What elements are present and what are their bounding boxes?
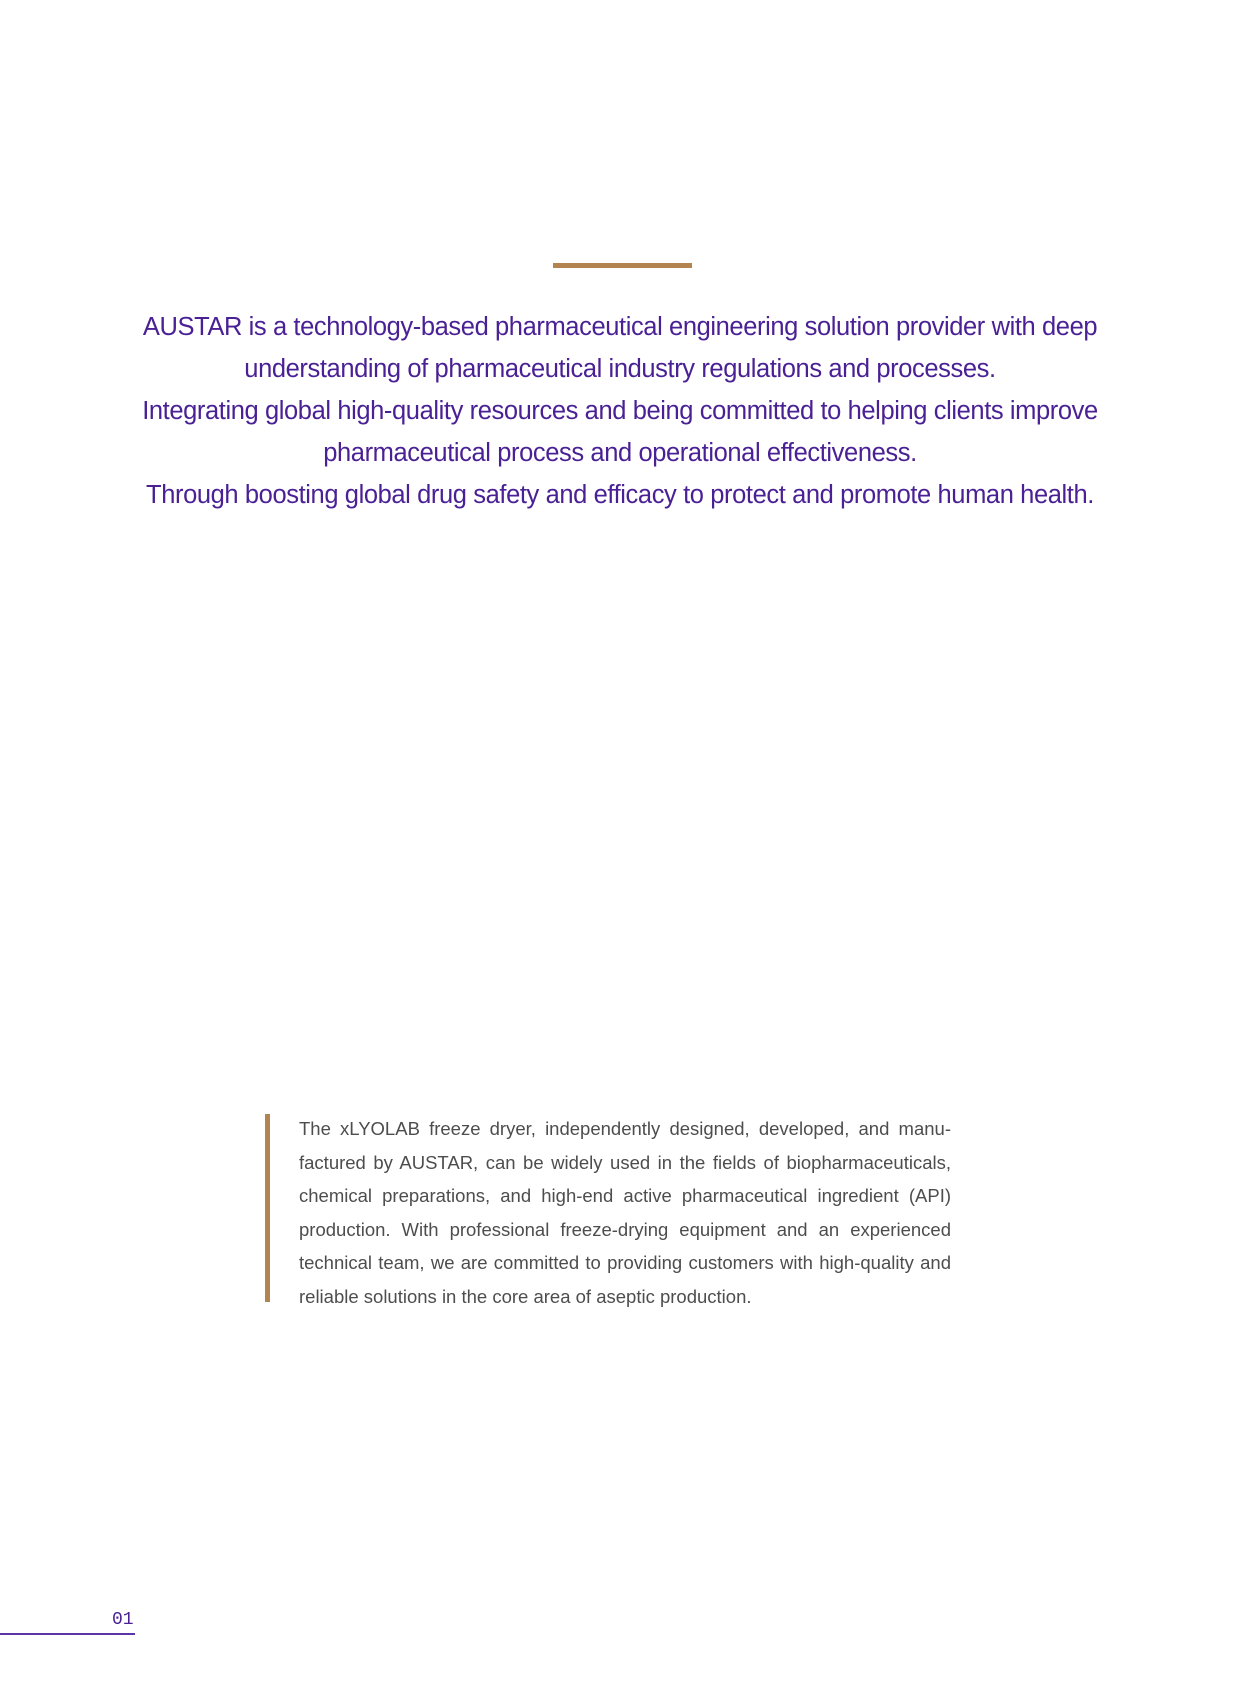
mission-statement bbox=[110, 306, 1130, 516]
mission-line: pharmaceutical process and operational effectiveness. bbox=[323, 439, 917, 467]
mission-line: Integrating global high-quality resources and being committed to helping clients improve bbox=[142, 397, 1098, 425]
decorative-accent-rule bbox=[553, 263, 692, 268]
mission-line: understanding of pharmaceutical industry regulations and processes. bbox=[244, 355, 996, 383]
footer-divider bbox=[0, 1633, 135, 1635]
product-intro-paragraph: The xLYOLAB freeze dryer, independently designed, developed, and manu-factured by AUSTAR, can be widely used in the fields of biopharmaceuticals, chemical preparations, and high-end active pharmaceutical ingredient (API) production. With professional freeze-drying equipment and an experienced technical team, we are committed to providing customers with high-quality and reliable solutions in the core area of aseptic production. bbox=[299, 1118, 951, 1307]
page-number: 01 bbox=[112, 1610, 134, 1630]
mission-line: Through boosting global drug safety and efficacy to protect and promote human health. bbox=[146, 481, 1094, 509]
product-intro-block bbox=[265, 1112, 975, 1307]
mission-line: AUSTAR is a technology-based pharmaceutical engineering solution provider with deep bbox=[142, 313, 1098, 341]
quote-accent-bar bbox=[265, 1114, 270, 1302]
